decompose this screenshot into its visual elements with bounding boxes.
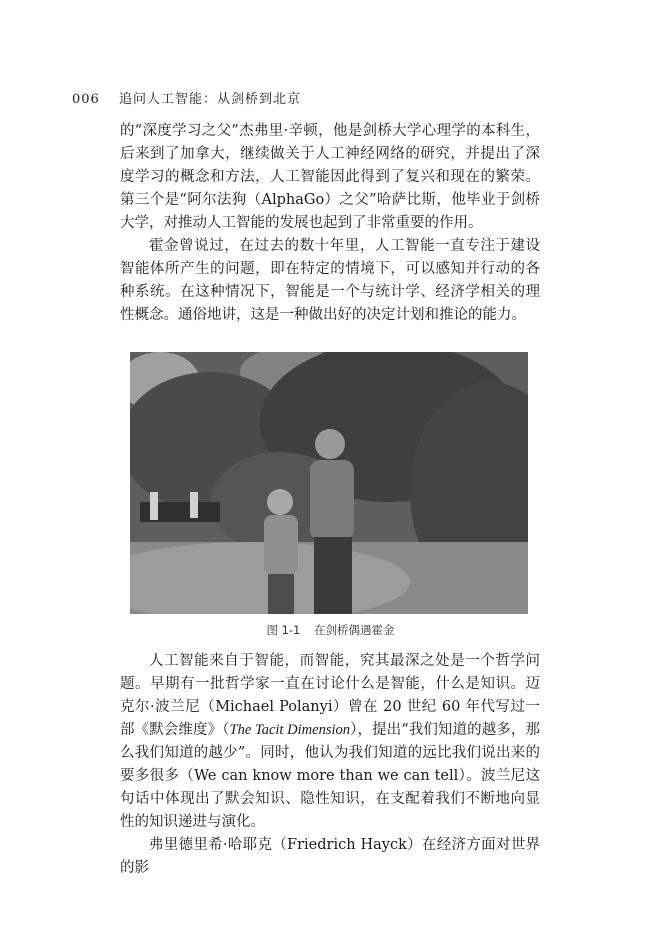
figure-caption	[0, 622, 661, 638]
figure-number: 图 1-1	[266, 623, 301, 637]
body-text-bottom	[120, 650, 540, 880]
paragraph: 霍金曾说过，在过去的数十年里，人工智能一直专注于建设智能体所产生的问题，即在特定的情境下，可以感知并行动的各种系统。在这种情况下，智能是一个与统计学、经济学相关的理性概念。通俗地讲，这是一种做出好的决定计划和推论的能力。	[120, 238, 540, 323]
paragraph	[120, 650, 540, 834]
paragraph-part: 人工智能来自于智能，而智能，究其最深之处是一个哲学问题。早期有一批哲学家一直在讨论什么是智能，什么是知识。迈克尔·波兰尼（Michael Polanyi）曾在 20 世纪 60 年代写过一部《默会维度》（	[120, 653, 540, 738]
photo-illustration	[130, 352, 528, 614]
figure-photo	[130, 352, 528, 614]
book-title-italic: The Tacit Dimension	[229, 722, 351, 738]
page-number: 006	[72, 92, 100, 107]
book-title: 追问人工智能：从剑桥到北京	[118, 92, 301, 107]
paragraph: 弗里德里希·哈耶克（Friedrich Hayck）在经济方面对世界的影	[120, 837, 540, 876]
running-header	[72, 88, 301, 107]
paragraph: 的“深度学习之父”杰弗里·辛顿，他是剑桥大学心理学的本科生，后来到了加拿大，继续做关于人工神经网络的研究，并提出了深度学习的概念和方法，人工智能因此得到了复兴和现在的繁荣。第三个是“阿尔法狗（AlphaGo）之父”哈萨比斯，他毕业于剑桥大学，对推动人工智能的发展也起到了非常重要的作用。	[120, 123, 540, 231]
paragraph-part: ），提出“我们知道的越多，那么我们知道的越少”。同时，他认为我们知道的远比我们说出来的要多很多（We can know more than we can tell）。波兰尼这句话中体现出了默会知识、隐性知识，在支配着我们不断地向显性的知识递进与演化。	[120, 722, 540, 830]
body-text-top	[120, 120, 540, 327]
figure-caption-text: 在剑桥偶遇霍金	[314, 623, 395, 637]
